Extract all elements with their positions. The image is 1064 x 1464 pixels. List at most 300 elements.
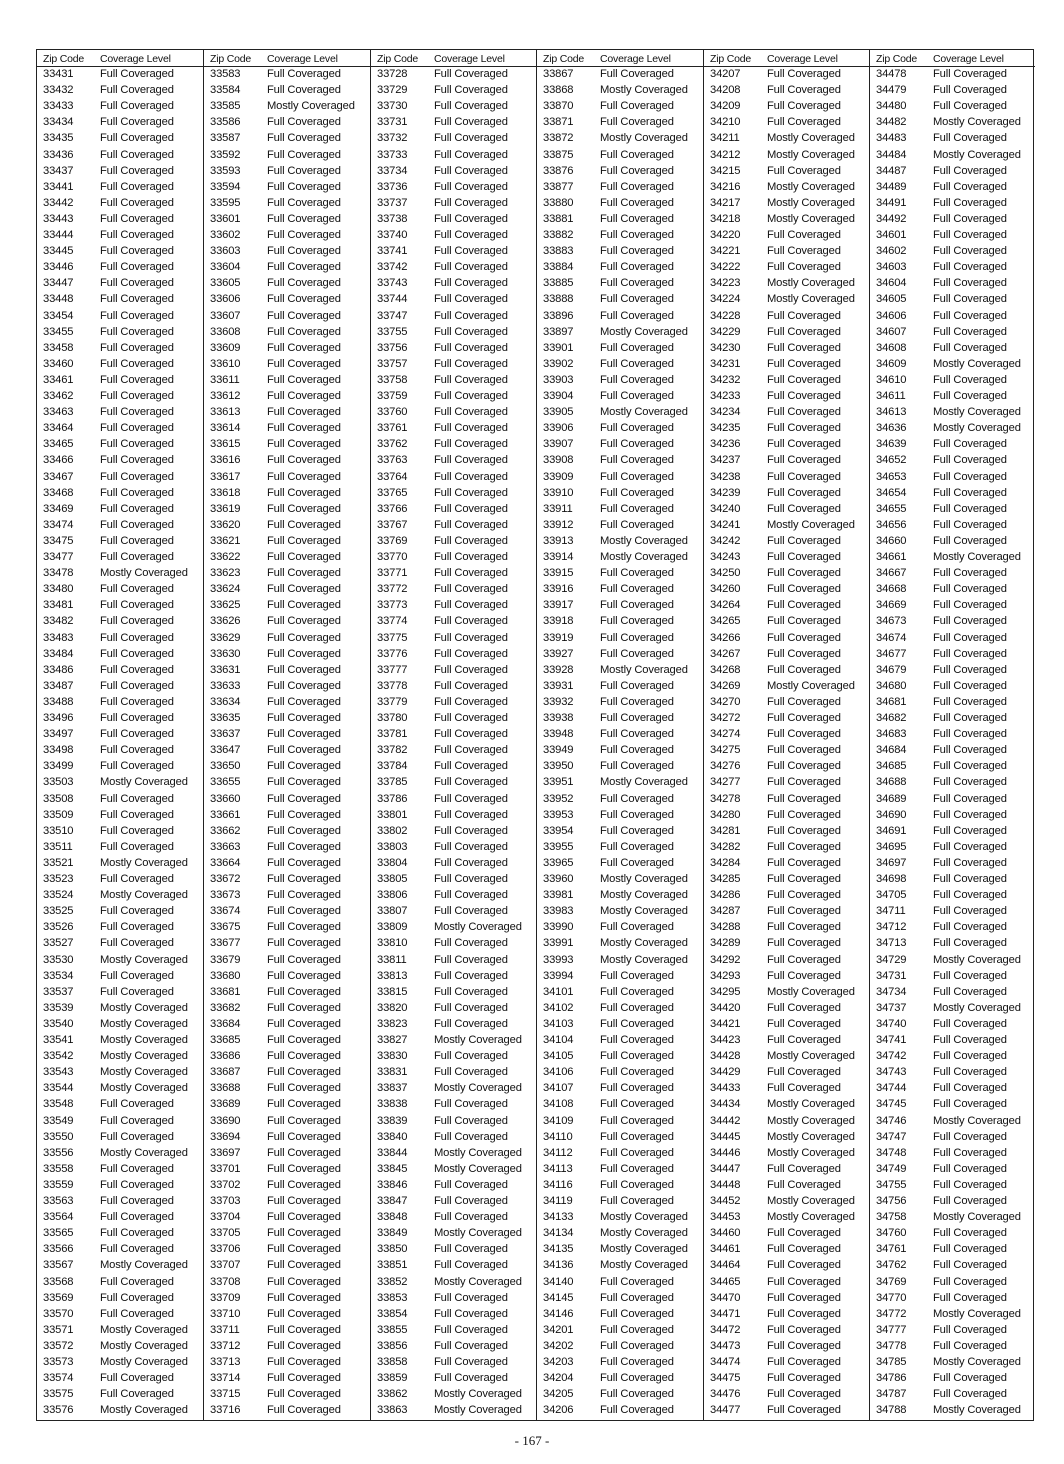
table-row xyxy=(371,1114,536,1130)
coverage-level-cell: Full Coveraged xyxy=(600,470,674,483)
table-row xyxy=(870,904,1035,920)
coverage-level-cell: Full Coveraged xyxy=(767,309,841,322)
coverage-level-cell: Full Coveraged xyxy=(434,341,508,354)
zip-code-cell: 34695 xyxy=(876,840,907,853)
coverage-level-cell: Mostly Coveraged xyxy=(100,776,188,789)
coverage-level-cell: Full Coveraged xyxy=(434,100,508,113)
table-row xyxy=(371,131,536,147)
table-row xyxy=(204,276,370,292)
zip-code-cell: 33566 xyxy=(43,1243,74,1256)
zip-code-cell: 33837 xyxy=(377,1082,408,1095)
table-row xyxy=(704,276,869,292)
zip-code-cell: 34452 xyxy=(710,1195,741,1207)
zip-code-cell: 34755 xyxy=(876,1178,907,1191)
coverage-level-cell: Full Coveraged xyxy=(100,1211,174,1224)
table-row xyxy=(371,373,536,389)
zip-code-cell: 34761 xyxy=(876,1243,907,1256)
zip-code-cell: 34272 xyxy=(710,712,741,724)
coverage-level-cell: Full Coveraged xyxy=(100,551,174,563)
zip-code-cell: 34749 xyxy=(876,1162,907,1175)
table-row xyxy=(537,759,703,775)
zip-code-cell: 34777 xyxy=(876,1323,907,1336)
zip-code-cell: 33769 xyxy=(377,534,408,547)
coverage-level-cell: Full Coveraged xyxy=(267,1114,341,1127)
table-row xyxy=(870,711,1035,727)
zip-code-cell: 33483 xyxy=(43,631,74,644)
coverage-level-cell: Full Coveraged xyxy=(933,856,1007,869)
zip-code-cell: 34134 xyxy=(543,1227,574,1240)
zip-code-cell: 34146 xyxy=(543,1307,574,1320)
coverage-level-cell: Mostly Coveraged xyxy=(933,1001,1021,1014)
coverage-level-cell: Full Coveraged xyxy=(933,1227,1007,1240)
coverage-level-cell: Mostly Coveraged xyxy=(933,1307,1021,1320)
coverage-level-cell: Full Coveraged xyxy=(600,1050,674,1063)
table-row xyxy=(204,663,370,679)
zip-code-cell: 33906 xyxy=(543,422,574,435)
table-row xyxy=(37,244,203,260)
table-row xyxy=(537,196,703,212)
coverage-level-cell: Full Coveraged xyxy=(933,261,1007,274)
coverage-level-cell: Full Coveraged xyxy=(100,406,174,419)
table-row xyxy=(704,985,869,1001)
zip-code-cell: 33954 xyxy=(543,824,574,837)
zip-code-cell: 33761 xyxy=(377,422,408,435)
table-row xyxy=(870,1355,1035,1371)
zip-code-cell: 33758 xyxy=(377,373,408,386)
coverage-level-cell: Full Coveraged xyxy=(100,1162,174,1175)
table-row xyxy=(204,228,370,244)
header-row xyxy=(704,52,869,67)
table-row xyxy=(537,1291,703,1307)
zip-code-cell: 34737 xyxy=(876,1001,907,1014)
coverage-level-cell: Full Coveraged xyxy=(267,583,341,596)
coverage-level-cell: Full Coveraged xyxy=(434,840,508,853)
table-row xyxy=(371,727,536,743)
zip-code-cell: 33442 xyxy=(43,196,74,209)
table-row xyxy=(37,437,203,453)
zip-code-cell: 33474 xyxy=(43,518,74,531)
table-row xyxy=(37,1403,203,1419)
zip-code-cell: 33912 xyxy=(543,518,574,531)
table-row xyxy=(537,276,703,292)
table-row xyxy=(37,83,203,99)
coverage-level-cell: Full Coveraged xyxy=(267,792,341,805)
table-row xyxy=(37,180,203,196)
table-row xyxy=(537,711,703,727)
zip-code-cell: 33760 xyxy=(377,406,408,419)
zip-code-cell: 34267 xyxy=(710,647,741,660)
zip-code-cell: 34465 xyxy=(710,1275,741,1288)
table-row xyxy=(537,518,703,534)
coverage-level-cell: Full Coveraged xyxy=(100,486,174,499)
table-row xyxy=(870,888,1035,904)
zip-code-cell: 33742 xyxy=(377,261,408,274)
zip-code-cell: 33871 xyxy=(543,116,574,129)
coverage-level-cell: Full Coveraged xyxy=(100,390,174,402)
zip-code-cell: 33677 xyxy=(210,937,241,950)
zip-code-cell: 33910 xyxy=(543,486,574,499)
zip-code-cell: 34482 xyxy=(876,116,907,129)
zip-code-cell: 34667 xyxy=(876,567,907,580)
zip-code-cell: 33948 xyxy=(543,728,574,741)
table-row xyxy=(537,1242,703,1258)
zip-code-cell: 34491 xyxy=(876,196,907,209)
coverage-level-cell: Full Coveraged xyxy=(767,1001,841,1014)
table-row xyxy=(537,888,703,904)
coverage-level-cell: Full Coveraged xyxy=(267,1130,341,1143)
zip-code-cell: 34216 xyxy=(710,180,741,193)
coverage-level-cell: Full Coveraged xyxy=(933,583,1007,596)
zip-code-cell: 33868 xyxy=(543,84,574,97)
table-row xyxy=(704,357,869,373)
zip-code-cell: 33764 xyxy=(377,470,408,483)
coverage-level-cell: Full Coveraged xyxy=(933,309,1007,322)
coverage-level-cell: Full Coveraged xyxy=(100,261,174,274)
zip-code-cell: 34275 xyxy=(710,744,741,757)
coverage-level-cell: Full Coveraged xyxy=(767,1307,841,1320)
coverage-level-cell: Mostly Coveraged xyxy=(600,325,688,338)
coverage-level-cell: Mostly Coveraged xyxy=(767,212,855,225)
zip-code-cell: 33617 xyxy=(210,470,241,483)
table-row xyxy=(371,582,536,598)
table-row xyxy=(870,1323,1035,1339)
table-row xyxy=(537,1081,703,1097)
coverage-level-cell: Full Coveraged xyxy=(434,325,508,338)
coverage-level-cell: Full Coveraged xyxy=(933,1323,1007,1336)
zip-code-cell: 34743 xyxy=(876,1066,907,1079)
zip-code-cell: 33990 xyxy=(543,921,574,934)
table-row xyxy=(704,453,869,469)
table-row xyxy=(870,99,1035,115)
coverage-level-cell: Full Coveraged xyxy=(434,486,508,499)
table-row xyxy=(371,1291,536,1307)
table-row xyxy=(537,856,703,872)
zip-code-cell: 34240 xyxy=(710,502,741,515)
coverage-level-cell: Full Coveraged xyxy=(767,953,841,966)
zip-code-cell: 33785 xyxy=(377,776,408,789)
table-row xyxy=(37,727,203,743)
table-row xyxy=(704,808,869,824)
zip-code-cell: 33776 xyxy=(377,647,408,660)
coverage-level-cell: Full Coveraged xyxy=(100,663,174,676)
table-row xyxy=(704,1371,869,1387)
coverage-level-cell: Full Coveraged xyxy=(100,808,174,821)
coverage-level-cell: Full Coveraged xyxy=(434,647,508,660)
table-row xyxy=(204,856,370,872)
table-row xyxy=(37,148,203,164)
coverage-level-cell: Full Coveraged xyxy=(600,229,674,241)
table-row xyxy=(704,534,869,550)
table-row xyxy=(870,534,1035,550)
coverage-level-cell: Full Coveraged xyxy=(100,615,174,628)
coverage-level-cell: Full Coveraged xyxy=(100,470,174,483)
table-row xyxy=(537,920,703,936)
table-row xyxy=(204,421,370,437)
zip-code-cell: 33708 xyxy=(210,1275,241,1288)
coverage-level-cell: Full Coveraged xyxy=(100,792,174,805)
table-row xyxy=(37,212,203,228)
zip-code-cell: 34484 xyxy=(876,148,907,161)
table-row xyxy=(537,534,703,550)
coverage-level-cell: Full Coveraged xyxy=(933,663,1007,676)
coverage-level-cell: Full Coveraged xyxy=(267,68,341,80)
coverage-level-cell: Full Coveraged xyxy=(933,792,1007,805)
table-row xyxy=(537,566,703,582)
coverage-level-cell: Full Coveraged xyxy=(933,969,1007,982)
coverage-level-cell: Mostly Coveraged xyxy=(600,84,688,97)
table-row xyxy=(371,1307,536,1323)
table-row xyxy=(537,598,703,614)
zip-code-cell: 33848 xyxy=(377,1211,408,1224)
coverage-level-cell: Full Coveraged xyxy=(267,357,341,370)
table-row xyxy=(870,808,1035,824)
coverage-level-cell: Mostly Coveraged xyxy=(100,1339,188,1352)
zip-code-cell: 33655 xyxy=(210,776,241,789)
zip-code-cell: 33565 xyxy=(43,1227,74,1240)
coverage-level-cell: Full Coveraged xyxy=(100,180,174,193)
coverage-level-cell: Full Coveraged xyxy=(933,1017,1007,1030)
table-row xyxy=(704,212,869,228)
zip-code-cell: 34236 xyxy=(710,438,741,451)
coverage-level-cell: Full Coveraged xyxy=(933,615,1007,628)
zip-code-cell: 33634 xyxy=(210,695,241,708)
zip-code-cell: 34234 xyxy=(710,406,741,419)
table-row xyxy=(704,1355,869,1371)
table-row xyxy=(704,1387,869,1403)
coverage-level-cell: Mostly Coveraged xyxy=(100,1356,188,1368)
coverage-level-cell: Full Coveraged xyxy=(434,438,508,451)
coverage-level-cell: Full Coveraged xyxy=(267,470,341,483)
coverage-level-cell: Full Coveraged xyxy=(767,873,841,885)
table-row xyxy=(537,309,703,325)
coverage-level-cell: Full Coveraged xyxy=(434,1017,508,1030)
coverage-level-cell: Full Coveraged xyxy=(933,486,1007,499)
table-row xyxy=(371,341,536,357)
zip-code-header: Zip Code xyxy=(876,53,918,65)
zip-code-cell: 33991 xyxy=(543,937,574,950)
coverage-level-cell: Full Coveraged xyxy=(267,1034,341,1046)
table-row xyxy=(870,341,1035,357)
zip-code-cell: 34745 xyxy=(876,1098,907,1111)
zip-code-cell: 33918 xyxy=(543,615,574,628)
zip-code-cell: 33510 xyxy=(43,824,74,837)
zip-code-cell: 33569 xyxy=(43,1291,74,1304)
table-row xyxy=(870,920,1035,936)
zip-code-cell: 33771 xyxy=(377,567,408,580)
table-row xyxy=(37,67,203,83)
zip-code-cell: 34683 xyxy=(876,728,907,741)
coverage-level-cell: Full Coveraged xyxy=(767,760,841,773)
table-row xyxy=(37,470,203,486)
coverage-level-cell: Full Coveraged xyxy=(434,261,508,274)
zip-code-cell: 33909 xyxy=(543,470,574,483)
coverage-level-cell: Full Coveraged xyxy=(267,1211,341,1224)
table-row xyxy=(37,341,203,357)
zip-code-cell: 33904 xyxy=(543,390,574,402)
coverage-level-cell: Full Coveraged xyxy=(600,631,674,644)
coverage-level-cell: Full Coveraged xyxy=(100,647,174,660)
zip-code-cell: 33593 xyxy=(210,164,241,177)
table-row xyxy=(371,453,536,469)
zip-code-cell: 33712 xyxy=(210,1339,241,1352)
zip-code-cell: 34477 xyxy=(710,1404,741,1417)
zip-code-cell: 33763 xyxy=(377,454,408,467)
zip-code-cell: 33672 xyxy=(210,873,241,885)
coverage-level-cell: Full Coveraged xyxy=(600,357,674,370)
zip-code-cell: 33469 xyxy=(43,502,74,515)
table-row xyxy=(537,550,703,566)
coverage-level-cell: Full Coveraged xyxy=(767,631,841,644)
coverage-level-cell: Mostly Coveraged xyxy=(933,1211,1021,1224)
zip-code-cell: 33559 xyxy=(43,1178,74,1191)
coverage-level-cell: Full Coveraged xyxy=(600,1195,674,1207)
table-row xyxy=(704,840,869,856)
coverage-level-cell: Mostly Coveraged xyxy=(434,1388,522,1401)
zip-code-cell: 33730 xyxy=(377,100,408,113)
table-row xyxy=(37,679,203,695)
table-row xyxy=(537,775,703,791)
zip-code-cell: 33499 xyxy=(43,760,74,773)
coverage-level-cell: Full Coveraged xyxy=(267,1356,341,1368)
coverage-level-cell: Full Coveraged xyxy=(767,470,841,483)
coverage-level-cell: Full Coveraged xyxy=(600,1372,674,1385)
coverage-level-cell: Full Coveraged xyxy=(100,937,174,950)
zip-code-cell: 34287 xyxy=(710,905,741,918)
coverage-level-cell: Full Coveraged xyxy=(267,905,341,918)
zip-code-cell: 33859 xyxy=(377,1372,408,1385)
table-row xyxy=(37,904,203,920)
coverage-level-cell: Full Coveraged xyxy=(267,1082,341,1095)
zip-code-cell: 33660 xyxy=(210,792,241,805)
zip-code-cell: 34206 xyxy=(543,1404,574,1417)
table-row xyxy=(870,695,1035,711)
coverage-level-cell: Full Coveraged xyxy=(100,1195,174,1207)
table-row xyxy=(37,196,203,212)
coverage-level-cell: Mostly Coveraged xyxy=(434,1162,522,1175)
table-row xyxy=(37,1194,203,1210)
table-row xyxy=(371,1355,536,1371)
zip-code-cell: 33437 xyxy=(43,164,74,177)
coverage-level-cell: Full Coveraged xyxy=(767,583,841,596)
zip-code-cell: 34288 xyxy=(710,921,741,934)
zip-code-cell: 34611 xyxy=(876,390,906,402)
table-row xyxy=(704,1323,869,1339)
zip-code-cell: 33685 xyxy=(210,1034,241,1046)
zip-code-cell: 33436 xyxy=(43,148,74,161)
table-row xyxy=(371,663,536,679)
zip-code-cell: 34210 xyxy=(710,116,741,129)
table-row xyxy=(204,502,370,518)
zip-code-cell: 33757 xyxy=(377,357,408,370)
table-row xyxy=(537,824,703,840)
coverage-level-cell: Full Coveraged xyxy=(100,229,174,241)
coverage-level-header: Coverage Level xyxy=(267,53,338,65)
coverage-level-cell: Full Coveraged xyxy=(267,196,341,209)
zip-code-cell: 34109 xyxy=(543,1114,574,1127)
zip-code-cell: 33694 xyxy=(210,1130,241,1143)
table-row xyxy=(537,67,703,83)
coverage-level-cell: Full Coveraged xyxy=(600,148,674,161)
table-row xyxy=(37,389,203,405)
coverage-level-cell: Full Coveraged xyxy=(267,631,341,644)
coverage-level-cell: Full Coveraged xyxy=(267,1307,341,1320)
coverage-level-cell: Full Coveraged xyxy=(933,534,1007,547)
coverage-level-cell: Full Coveraged xyxy=(100,196,174,209)
table-row xyxy=(704,486,869,502)
coverage-level-cell: Full Coveraged xyxy=(767,1017,841,1030)
table-row xyxy=(704,1065,869,1081)
coverage-level-cell: Full Coveraged xyxy=(600,1001,674,1014)
zip-code-cell: 34741 xyxy=(876,1034,907,1046)
coverage-level-cell: Full Coveraged xyxy=(767,1356,841,1368)
table-row xyxy=(204,470,370,486)
zip-code-cell: 34233 xyxy=(710,390,741,402)
coverage-level-cell: Full Coveraged xyxy=(933,647,1007,660)
table-row xyxy=(870,131,1035,147)
zip-code-header: Zip Code xyxy=(710,53,752,65)
zip-code-cell: 34428 xyxy=(710,1050,741,1063)
table-row xyxy=(870,405,1035,421)
zip-code-cell: 34207 xyxy=(710,68,741,80)
coverage-level-cell: Full Coveraged xyxy=(933,325,1007,338)
coverage-level-cell: Full Coveraged xyxy=(100,1130,174,1143)
coverage-level-cell: Full Coveraged xyxy=(933,1146,1007,1159)
zip-code-cell: 34492 xyxy=(876,212,907,225)
zip-code-cell: 33680 xyxy=(210,969,241,982)
zip-code-cell: 33801 xyxy=(377,808,408,821)
table-row xyxy=(870,1291,1035,1307)
table-row xyxy=(537,695,703,711)
table-row xyxy=(37,663,203,679)
zip-code-cell: 33880 xyxy=(543,196,574,209)
zip-code-cell: 33981 xyxy=(543,889,574,902)
zip-code-cell: 33932 xyxy=(543,695,574,708)
table-row xyxy=(37,1355,203,1371)
zip-code-cell: 33716 xyxy=(210,1404,241,1417)
table-row xyxy=(37,1210,203,1226)
zip-code-cell: 33544 xyxy=(43,1082,74,1095)
zip-code-cell: 33731 xyxy=(377,116,408,129)
coverage-level-cell: Full Coveraged xyxy=(767,615,841,628)
zip-code-cell: 34208 xyxy=(710,84,741,97)
table-row xyxy=(704,631,869,647)
zip-code-cell: 33901 xyxy=(543,341,574,354)
zip-code-cell: 33610 xyxy=(210,357,241,370)
table-row xyxy=(537,727,703,743)
table-row xyxy=(537,389,703,405)
coverage-level-cell: Full Coveraged xyxy=(767,808,841,821)
table-row xyxy=(870,276,1035,292)
coverage-level-cell: Full Coveraged xyxy=(933,937,1007,950)
table-row xyxy=(204,1194,370,1210)
table-row xyxy=(537,1049,703,1065)
zip-code-cell: 34447 xyxy=(710,1162,741,1175)
zip-code-cell: 33911 xyxy=(543,502,573,515)
coverage-level-cell: Full Coveraged xyxy=(434,390,508,402)
coverage-level-cell: Mostly Coveraged xyxy=(600,551,688,563)
coverage-level-cell: Full Coveraged xyxy=(434,116,508,129)
zip-code-cell: 34697 xyxy=(876,856,907,869)
coverage-level-cell: Full Coveraged xyxy=(933,1034,1007,1046)
table-row xyxy=(204,1065,370,1081)
table-row xyxy=(204,550,370,566)
table-row xyxy=(870,1017,1035,1033)
zip-code-cell: 33625 xyxy=(210,599,241,612)
coverage-level-cell: Full Coveraged xyxy=(100,422,174,435)
zip-code-cell: 33621 xyxy=(210,534,241,547)
coverage-level-cell: Full Coveraged xyxy=(434,1178,508,1191)
table-row xyxy=(371,647,536,663)
